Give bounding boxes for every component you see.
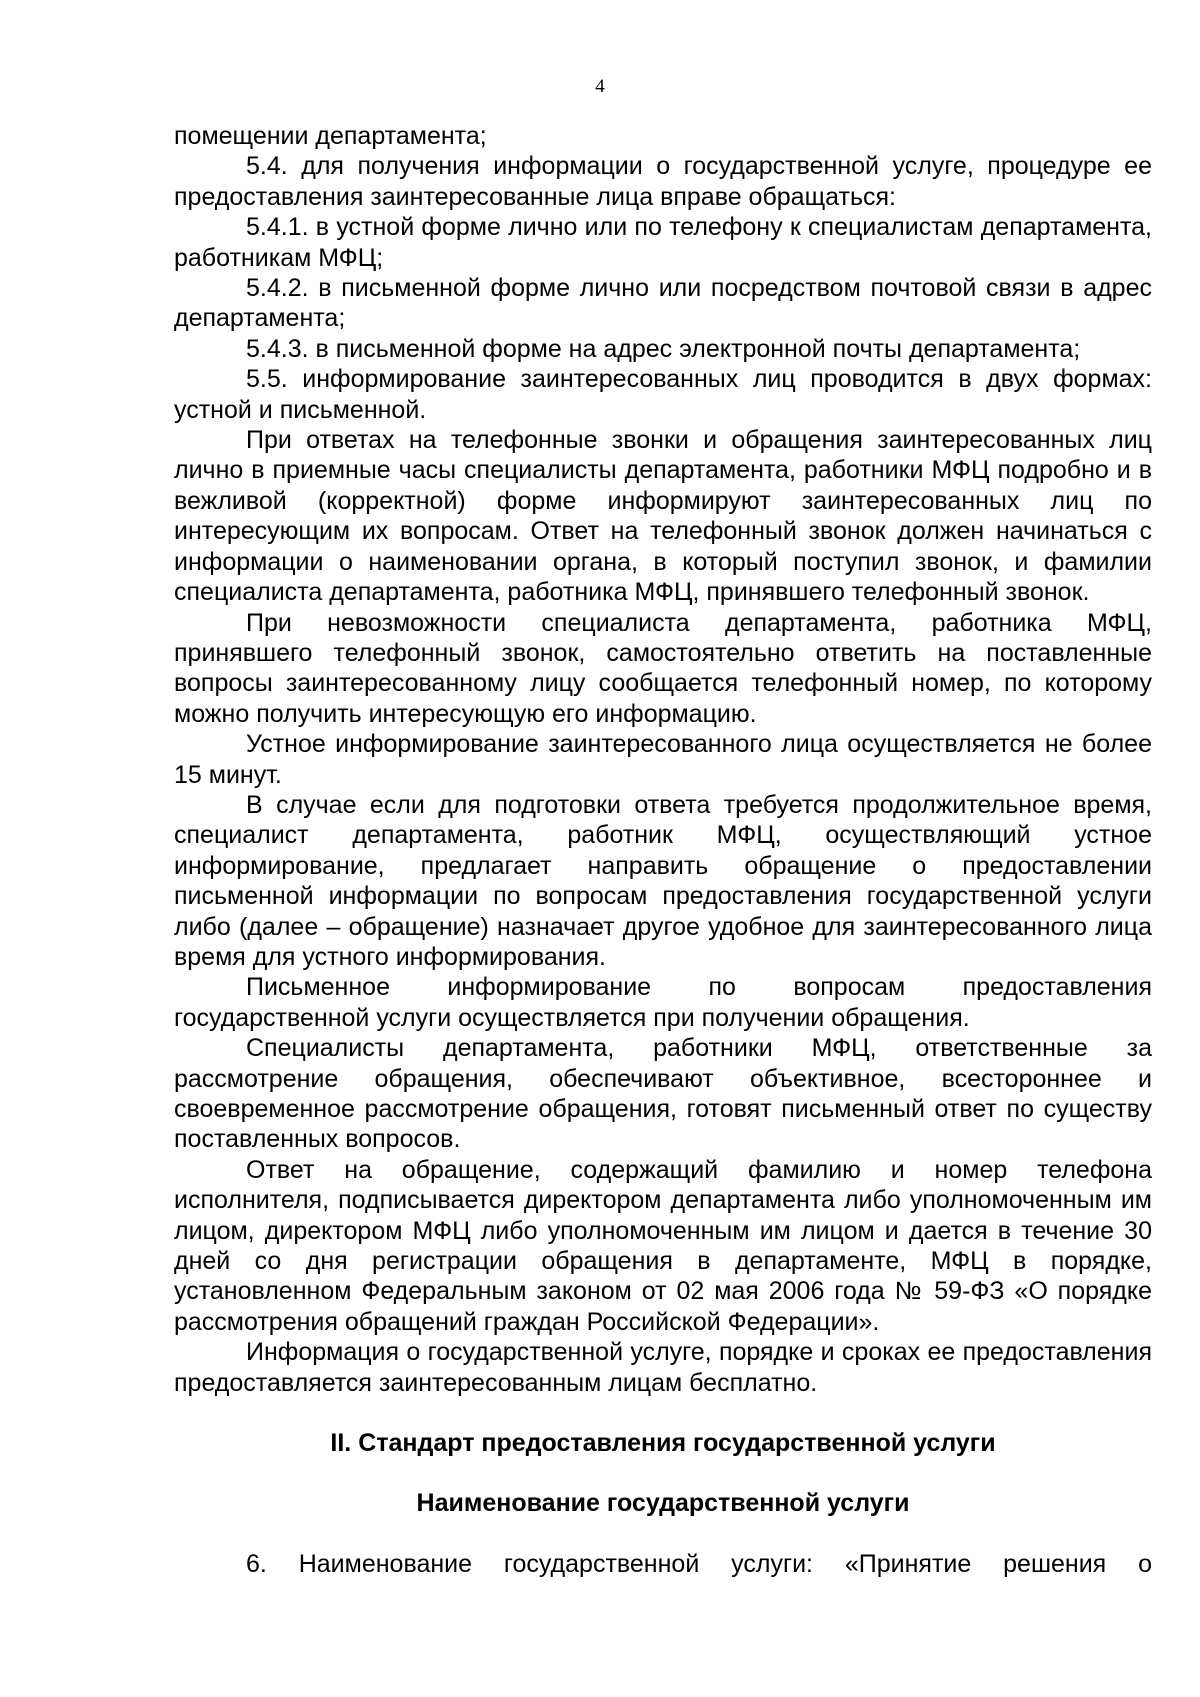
paragraph: Информация о государственной услуге, порядке и сроках ее предоставления предоставляется заинтересованным лицам бесплатно. <box>174 1338 1152 1397</box>
paragraph: 5.4. для получения информации о государственной услуге, процедуре ее предоставления заинтересованные лица вправе обращаться: <box>174 152 1152 211</box>
paragraph: Специалисты департамента, работники МФЦ, ответственные за рассмотрение обращения, обеспечивают объективное, всестороннее и своевременное рассмотрение обращения, готовят письменный ответ по существу поставленных вопросов. <box>174 1034 1152 1154</box>
paragraph: 5.4.2. в письменной форме лично или посредством почтовой связи в адрес департамента; <box>174 274 1152 333</box>
paragraph: При невозможности специалиста департамента, работника МФЦ, принявшего телефонный звонок, самостоятельно ответить на поставленные вопросы заинтересованному лицу сообщается телефонный номер, по которому можно получить интересующую его информацию. <box>174 608 1152 728</box>
section-heading: II. Стандарт предоставления государственной услуги <box>330 1429 996 1458</box>
paragraph: Ответ на обращение, содержащий фамилию и номер телефона исполнителя, подписывается директором департамента либо уполномоченным им лицом, директором МФЦ либо уполномоченным им лицом и дается в течение 30 дней со дня регистрации обращения в департаменте, МФЦ в порядке, установленном Федеральным законом от 02 мая 2006 года № 59-ФЗ «О порядке рассмотрения обращений граждан Российской Федерации». <box>174 1155 1152 1336</box>
paragraph: 5.4.1. в устной форме лично или по телефону к специалистам департамента, работникам МФЦ; <box>174 213 1152 272</box>
paragraph: Письменное информирование по вопросам предоставления государственной услуги осуществляется при получении обращения. <box>174 973 1152 1032</box>
document-body <box>174 121 1152 1579</box>
paragraph: 5.5. информирование заинтересованных лиц проводится в двух формах: устной и письменной. <box>174 365 1152 424</box>
paragraph: 6. Наименование государственной услуги: «Принятие решения о <box>246 1549 1152 1578</box>
paragraph: 5.4.3. в письменной форме на адрес электронной почты департамента; <box>246 334 1081 363</box>
paragraph: В случае если для подготовки ответа требуется продолжительное время, специалист департамента, работник МФЦ, осуществляющий устное информирование, предлагает направить обращение о предоставлении письменной информации по вопросам предоставления государственной услуги либо (далее – обращение) назначает другое удобное для заинтересованного лица время для устного информирования. <box>174 790 1152 971</box>
paragraph: Устное информирование заинтересованного лица осуществляется не более 15 минут. <box>174 730 1152 789</box>
paragraph: помещении департамента; <box>174 122 487 150</box>
page-number: 4 <box>595 76 605 97</box>
paragraph: При ответах на телефонные звонки и обращения заинтересованных лиц лично в приемные часы специалисты департамента, работники МФЦ подробно и в вежливой (корректной) форме информируют заинтересованных лиц по интересующим их вопросам. Ответ на телефонный звонок должен начинаться с информации о наименовании органа, в который поступил звонок, и фамилии специалиста департамента, работника МФЦ, принявшего телефонный звонок. <box>174 426 1152 607</box>
subsection-heading: Наименование государственной услуги <box>416 1489 910 1518</box>
